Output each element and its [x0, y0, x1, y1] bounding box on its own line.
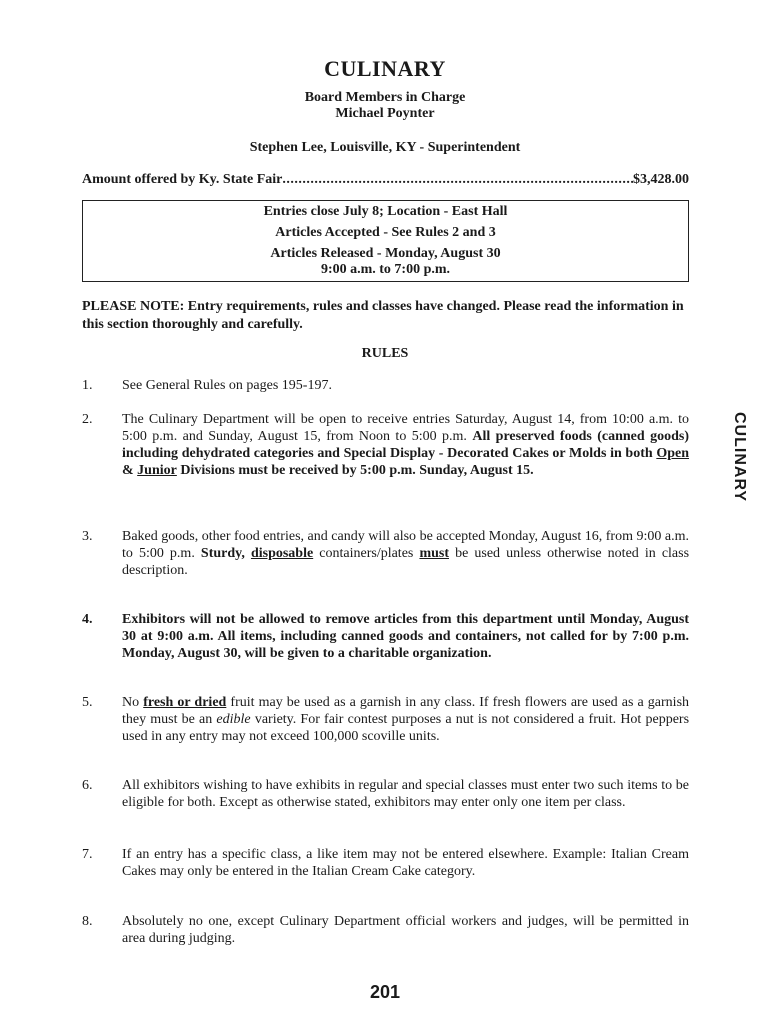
rule-text: If an entry has a specific class, a like item may not be entered elsewhere. Example: Italian Cream Cakes may only be entered in the Italian Cream Cake category.	[122, 847, 689, 879]
rule-item	[82, 694, 689, 745]
rule-text-part: The Culinary Department will be open to receive entries Saturday, August 14, from 10:00 a.m. to 5:00 p.m. and Sunday, August 15, from Noon to 5:00 p.m.	[122, 412, 689, 444]
superintendent-line: Stephen Lee, Louisville, KY - Superintendent	[249, 140, 521, 155]
rule-text-bold: Sturdy,	[200, 546, 245, 561]
rule-text-underline: fresh or dried	[143, 695, 227, 710]
rule-text-italic: edible	[216, 712, 251, 727]
rule-text: Absolutely no one, except Culinary Department official workers and judges, will be permitted in area during judging.	[122, 914, 689, 946]
rule-text: All exhibitors wishing to have exhibits in regular and special classes must enter two such items to be eligible for both. Except as otherwise stated, exhibitors may enter only one item per class.	[122, 778, 689, 810]
amount-line	[82, 172, 689, 188]
rule-number: 4.	[82, 612, 93, 627]
released-date: Articles Released - Monday, August 30	[270, 246, 501, 261]
please-note: PLEASE NOTE: Entry requirements, rules and classes have changed. Please read the information in this section thoroughly and carefully.	[82, 299, 684, 332]
junior-division-text: Junior	[137, 463, 177, 478]
rule-number: 2.	[82, 412, 93, 427]
articles-released-line	[83, 246, 688, 278]
rule-number: 8.	[82, 914, 93, 929]
board-member: Michael Poynter	[335, 106, 435, 121]
entries-close-line: Entries close July 8; Location - East Hall	[263, 204, 508, 219]
rule-number: 5.	[82, 695, 93, 710]
board-block	[0, 90, 770, 122]
rule-item	[82, 411, 689, 479]
rule-item	[82, 846, 689, 880]
rule-item	[82, 377, 689, 394]
rule-text-underline: must	[419, 546, 449, 561]
rule-text: See General Rules on pages 195-197.	[122, 378, 332, 393]
page-number: 201	[369, 982, 401, 1002]
rule-item	[82, 611, 689, 662]
rule-text: Exhibitors will not be allowed to remove articles from this department until Monday, August 30 at 9:00 a.m. All items, including canned goods and containers, not called for by 7:00 p.m. Monday, August 30, will be given to a charitable organization.	[122, 612, 689, 661]
rule-text-bold: &	[122, 463, 134, 478]
rule-text-bold: All preserved foods (canned goods) including dehydrated categories and Special Display - Decorated Cakes or Molds in both	[122, 429, 689, 461]
rule-text-part: variety. For fair contest purposes a nut is not considered a fruit. Hot peppers used in any entry may not exceed 100,000 scoville units.	[122, 712, 690, 744]
rule-text	[122, 411, 689, 479]
amount-label: Amount offered by Ky. State Fair	[82, 172, 283, 187]
rule-text	[122, 694, 689, 745]
page-title: CULINARY	[324, 56, 446, 81]
board-label: Board Members in Charge	[304, 90, 466, 105]
rule-text	[122, 528, 689, 579]
rule-text-bold: Divisions must be received by 5:00 p.m. Sunday, August 15.	[180, 463, 534, 478]
rule-text-part: containers/plates	[319, 546, 414, 561]
info-box	[82, 200, 689, 282]
rule-number: 7.	[82, 847, 93, 862]
rule-number: 6.	[82, 778, 93, 793]
side-section-tab: CULINARY	[731, 412, 748, 503]
rule-item	[82, 777, 689, 811]
rule-text-underline: disposable	[250, 546, 314, 561]
rule-number: 1.	[82, 378, 93, 393]
articles-accepted-line: Articles Accepted - See Rules 2 and 3	[275, 225, 496, 240]
rule-number: 3.	[82, 529, 93, 544]
rule-item	[82, 528, 689, 579]
open-division-text: Open	[656, 446, 690, 461]
rule-text-part: No	[122, 695, 140, 710]
rule-text-part: Baked goods, other food entries, and candy will also be accepted Monday, August 16, from 9:00 a.m. to 5:00 p.m.	[122, 529, 689, 561]
dot-leader	[282, 172, 633, 188]
rule-text-part: fruit may be used as a garnish in any class. If fresh flowers are used as a garnish they must be an	[122, 695, 690, 727]
released-time: 9:00 a.m. to 7:00 p.m.	[320, 262, 451, 277]
rule-item	[82, 913, 689, 947]
amount-value: $3,428.00	[633, 172, 689, 187]
rule-text-part: be used unless otherwise noted in class description.	[122, 546, 690, 578]
rules-heading: RULES	[361, 346, 409, 361]
